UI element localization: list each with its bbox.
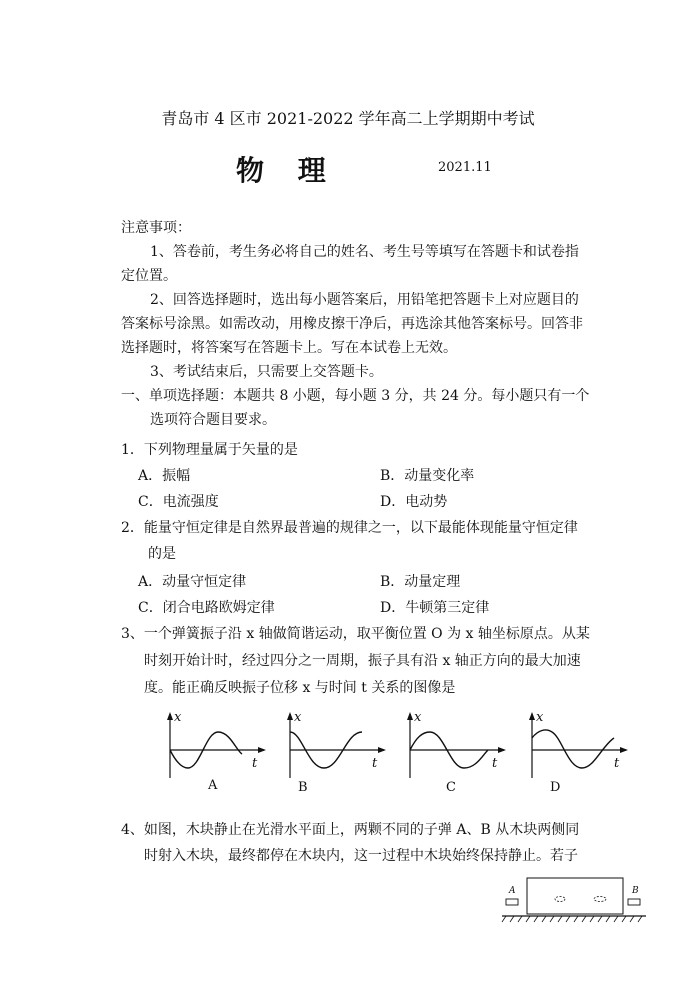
question-2-option-c: C．闭合电路欧姆定律 [138,600,275,616]
question-2-option-b: B．动量定理 [380,574,461,590]
graph-d-label: D [550,780,561,795]
graph-c-y-label: x [414,710,422,725]
question-3-line-3: 度。能正确反映振子位移 x 与时间 t 关系的图像是 [144,680,456,696]
exam-title: 青岛市 4 区市 2021-2022 学年高二上学期期中考试 [161,109,535,128]
block-bullet-figure [500,872,650,932]
question-1-option-a: A．振幅 [138,468,191,484]
graph-c-x-label: t [492,756,498,771]
question-1-stem: 1．下列物理量属于矢量的是 [121,442,298,458]
graph-b-y-label: x [294,710,302,725]
graph-a-label: A [208,778,218,793]
notice-item-1-line-1: 1、答卷前，考生务必将自己的姓名、考生号等填写在答题卡和试卷指 [150,244,579,260]
question-2-line-1: 2．能量守恒定律是自然界最普遍的规律之一，以下最能体现能量守恒定律 [121,520,578,536]
graph-d-x-label: t [614,756,620,771]
notice-item-2-line-3: 选择题时，将答案写在答题卡上。写在本试卷上无效。 [121,340,457,356]
block-bullet-drawing [500,872,650,932]
notice-item-2-line-1: 2、回答选择题时，选出每小题答案后，用铅笔把答题卡上对应题目的 [150,292,579,308]
question-1-option-c: C．电流强度 [138,494,219,510]
question-3-line-1: 3、一个弹簧振子沿 x 轴做简谐运动，取平衡位置 O 为 x 轴坐标原点。从某 [121,626,590,642]
graph-b-label: B [298,780,308,795]
notice-item-1-line-2: 定位置。 [121,268,177,284]
question-1-option-d: D．电动势 [380,494,448,510]
graph-c [400,710,510,800]
bullet-b-label: B [632,886,639,896]
notice-item-3: 3、考试结束后，只需要上交答题卡。 [150,364,383,380]
question-3-line-2: 时刻开始计时，经过四分之一周期，振子具有沿 x 轴正方向的最大加速 [144,653,581,669]
question-4-line-1: 4、如图，木块静止在光滑水平面上，两颗不同的子弹 A、B 从木块两侧同 [121,822,580,838]
question-4-line-2: 时射入木块，最终都停在木块内，这一过程中木块始终保持静止。若子 [144,848,578,864]
graph-c-label: C [446,780,456,795]
graph-b-x-label: t [372,756,378,771]
graph-a-x-label: t [252,756,258,771]
graph-a-y-label: x [174,710,182,725]
question-2-option-d: D．牛顿第三定律 [380,600,490,616]
question-2-line-2: 的是 [148,546,176,562]
section-heading-line-1: 一、单项选择题：本题共 8 小题，每小题 3 分，共 24 分。每小题只有一个 [121,388,590,404]
bullet-a-label: A [509,886,516,896]
graph-d-y-label: x [536,710,544,725]
section-heading-line-2: 选项符合题目要求。 [150,412,276,428]
graph-a [160,710,270,800]
subject-title: 物 理 [236,154,338,187]
exam-date: 2021.11 [438,160,492,175]
graph-b [280,710,390,800]
notice-heading: 注意事项： [121,220,191,236]
question-2-option-a: A．动量守恒定律 [138,574,247,590]
notice-item-2-line-2: 答案标号涂黑。如需改动，用橡皮擦干净后，再选涂其他答案标号。回答非 [121,316,583,332]
graph-d [522,710,632,800]
question-1-option-b: B．动量变化率 [380,468,475,484]
